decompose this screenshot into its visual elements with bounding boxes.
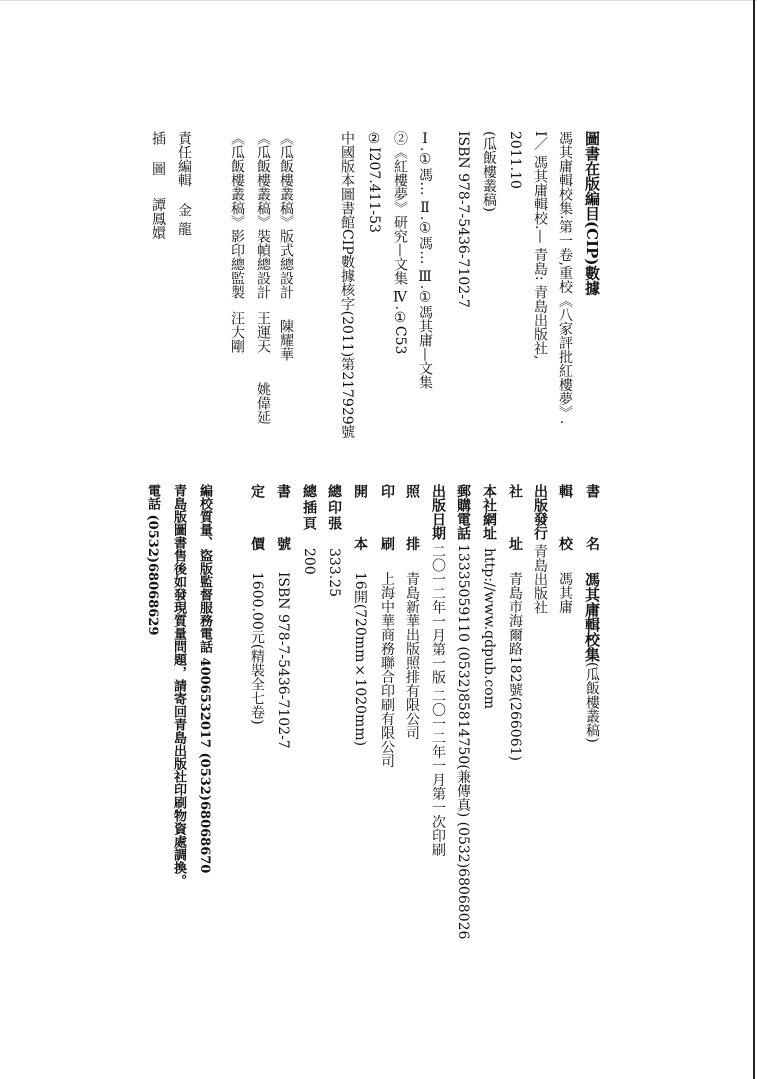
typeset-label: 照 排 [404,484,420,568]
address-label: 社 址 [507,484,523,568]
editor-label: 責任編輯 [176,131,192,187]
illustrator-credit [151,131,165,239]
isbn-label: 書 號 [275,484,291,568]
publisher-value: 青島出版社 [532,544,548,614]
sheets-value: 333.25 [326,548,342,597]
design-credit-layout-name: 陳耀華 [278,319,294,361]
plates-value: 200 [301,548,317,575]
editor-name: 金 龍 [176,203,192,236]
print-value: 上海中華商務聯合印刷有限公司 [379,571,395,768]
right-border [753,0,755,1079]
cip-isbn: ISBN 978-7-5436-7102-7 [455,131,471,308]
cip-classification-3: ②I207.411-53 [366,131,382,233]
cip-classification-2: ②《紅樓夢》研究—文集 Ⅳ.①C53 [392,131,408,355]
design-credit-facsimile [230,131,244,353]
colophon-address-row [508,484,522,761]
colophon-typeset-row [405,484,419,740]
editor-credit [177,131,191,235]
colophon-publisher-row [533,484,547,614]
colophon-format-row [353,484,367,746]
colophon-compiler-row [558,484,572,614]
date-value: 二〇一二年一月第一版 二〇一二年一月第一次印刷 [430,544,446,857]
print-label: 印 刷 [379,484,395,568]
plates-label: 總插頁 [301,484,317,532]
design-credit-layout-text: 《瓜飯樓叢稿》版式總設計 [278,131,294,299]
compiler-value: 馮其庸 [557,571,573,614]
compiler-label: 輯 校 [557,484,573,568]
colophon-plates-row [302,484,316,575]
phone-label: 郵購電話 [455,484,471,540]
sheets-label: 總印張 [326,484,342,532]
design-credit-binding [256,131,270,353]
title-sub: (瓜飯樓叢稿) [584,661,600,743]
colophon-print-row [380,484,394,768]
quality-hotline: 編校質量、盜版監督服務電話 4006532017 (0532)68068670 [197,484,212,874]
website-label: 本社網址 [481,484,497,540]
title-value: 馮其庸輯校集 [583,571,601,662]
colophon-sheets-row [327,484,341,597]
illustrator-label: 插 圖 [150,131,166,182]
price-label: 定 價 [249,484,265,568]
website-value: http://www.qdpub.com [481,548,497,709]
date-label: 出版日期 [430,484,446,540]
typeset-value: 青島新華出版照排有限公司 [404,571,420,740]
cip-record-number: 中國版本圖書館CIP數據核字(2011)第217929號 [339,131,355,439]
colophon-date-row [431,484,445,856]
cip-line-4: (瓜飯樓叢稿) [481,131,497,212]
top-border [0,0,757,1]
isbn-value: ISBN 978-7-5436-7102-7 [275,571,291,749]
design-credit-binding-text: 《瓜飯樓叢稿》裝幀總設計 [255,131,271,299]
phone-value: 13335059110 (0532)85814750(兼傳真) (0532)68068026 [455,544,471,940]
design-credit-binding-name: 王運天 [255,311,271,353]
design-credit-facsimile-name: 汪大剛 [229,311,245,353]
colophon-isbn-row [276,484,290,749]
publisher-label: 出版發行 [532,484,548,540]
cip-heading: 圖書在版編目(CIP)數據 [583,131,601,296]
colophon-phone-row [456,484,470,939]
cip-line-1: 馮其庸輯校集.第一卷,重校《八家評批紅樓夢》. [557,131,573,425]
cip-line-2: I／ 馮其庸輯校.— 青島: 青島出版社, [532,131,548,360]
design-credit-layout [279,131,293,361]
address-value: 青島市海爾路182號(266061) [507,571,523,761]
colophon-website-row [482,484,496,709]
colophon-title-row [584,484,599,743]
return-notice: 青島版圖書售後如發現質量問題，請寄回青島出版社印刷物資處調換。 [171,484,186,887]
format-label: 開 本 [352,484,368,568]
design-credit-layout-extra: 姚偉延 [255,382,271,424]
cip-line-3: 2011.10 [507,131,523,189]
format-value: 16開(720mm×1020mm) [352,571,368,747]
cip-classification-1: Ⅰ.①馮… Ⅱ.①馮… Ⅲ.①馮其庸—文集 [417,131,433,390]
return-phone: 電話 (0532)68068629 [145,484,160,636]
illustrator-name: 譚鳳嬛 [150,197,166,240]
colophon-price-row [250,484,264,725]
design-credit-facsimile-text: 《瓜飯樓叢稿》影印總監製 [229,131,245,299]
price-value: 1600.00元(精裝全七卷) [249,571,265,725]
title-label: 書 名 [584,484,600,568]
